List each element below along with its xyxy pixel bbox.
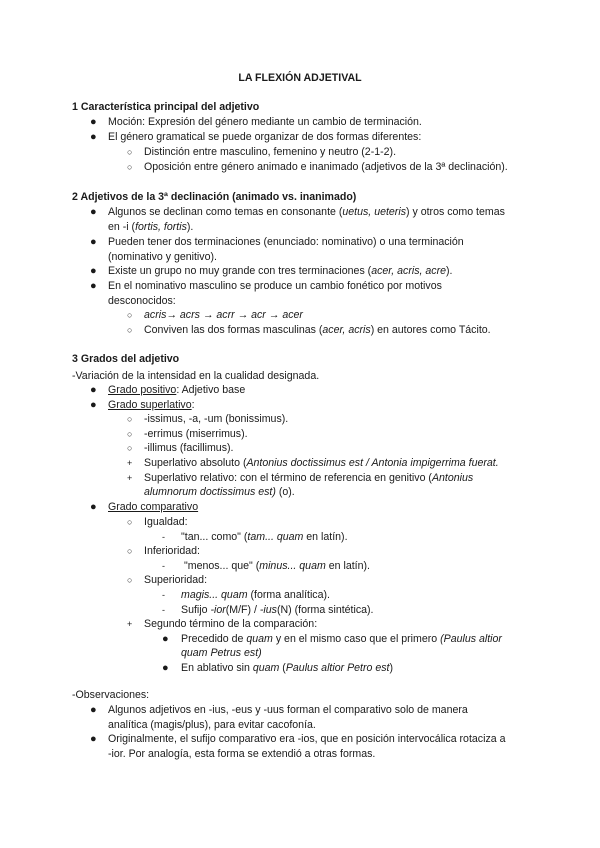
superioridad-label: Superioridad: — [144, 574, 208, 586]
grado-positivo: Grado positivo: Adjetivo base — [108, 384, 246, 396]
s2-bullet-2-line-2: (nominativo y genitivo). — [108, 251, 217, 263]
observaciones-heading: -Observaciones: — [72, 689, 150, 701]
bullet-dash: - — [162, 605, 165, 615]
bullet-circle: ○ — [127, 517, 133, 527]
igualdad-label: Igualdad: — [144, 516, 188, 528]
bullet-disc: ● — [90, 236, 97, 248]
grado-comparativo: Grado comparativo — [108, 501, 199, 513]
bullet-disc: ● — [90, 280, 97, 292]
s2-bullet-1-line-1: Algunos se declinan como temas en consonante (uetus, ueteris) y otros como temas — [108, 206, 505, 218]
s1-bullet-1: Moción: Expresión del género mediante un cambio de terminación. — [108, 116, 422, 128]
bullet-circle: ○ — [127, 310, 133, 320]
bullet-disc: ● — [90, 733, 97, 745]
s2-bullet-4-line-2: desconocidos: — [108, 295, 176, 307]
bullet-plus: + — [127, 619, 133, 629]
segundo-termino-1-line-1: Precedido de quam y en el mismo caso que el primero (Paulus altior — [181, 633, 502, 645]
obs-1-line-1: Algunos adjetivos en -ius, -eus y -uus forman el comparativo solo de manera — [108, 704, 468, 716]
s1-bullet-2: El género gramatical se puede organizar de dos formas diferentes: — [108, 131, 422, 143]
bullet-circle: ○ — [127, 414, 133, 424]
bullet-circle: ○ — [127, 147, 133, 157]
grado-superlativo: Grado superlativo: — [108, 399, 195, 411]
bullet-disc: ● — [162, 633, 169, 645]
bullet-circle: ○ — [127, 575, 133, 585]
bullet-circle: ○ — [127, 162, 133, 172]
section-3-heading: 3 Grados del adjetivo — [72, 353, 180, 365]
bullet-disc: ● — [90, 116, 97, 128]
bullet-plus: + — [127, 473, 133, 483]
bullet-circle: ○ — [127, 443, 133, 453]
segundo-termino-1-line-2: quam Petrus est) — [181, 647, 262, 659]
s2-bullet-2-line-1: Pueden tener dos terminaciones (enunciado: nominativo) o una terminación — [108, 236, 464, 248]
section-2-heading: 2 Adjetivos de la 3ª declinación (animado vs. inanimado) — [72, 191, 357, 203]
bullet-circle: ○ — [127, 429, 133, 439]
bullet-disc: ● — [90, 206, 97, 218]
superioridad-sintetica: Sufijo -ior(M/F) / -ius(N) (forma sintética). — [181, 604, 374, 616]
superlativo-relativo-line-1: Superlativo relativo: con el término de referencia en genitivo (Antonius — [144, 472, 474, 484]
s1-sub-2: Oposición entre género animado e inanimado (adjetivos de la 3ª declinación). — [144, 161, 508, 173]
bullet-circle: ○ — [127, 546, 133, 556]
sup-form-2: -errimus (miserrimus). — [144, 428, 248, 440]
inferioridad-example: "menos... que" (minus... quam en latín). — [184, 560, 370, 572]
obs-2-line-2: -ior. Por analogía, esta forma se extendió a otras formas. — [108, 748, 376, 760]
segundo-termino-2: En ablativo sin quam (Paulus altior Petro est) — [181, 662, 394, 674]
bullet-plus: + — [127, 458, 133, 468]
superioridad-analitica: magis... quam (forma analítica). — [181, 589, 330, 601]
s2-sub-1: acris→ acrs → acrr → acr → acer — [144, 309, 303, 321]
superlativo-absoluto: Superlativo absoluto (Antonius doctissimus est / Antonia impigerrima fuerat. — [144, 457, 499, 469]
bullet-disc: ● — [90, 704, 97, 716]
s3-intro: -Variación de la intensidad en la cualidad designada. — [72, 370, 320, 382]
segundo-termino-label: Segundo término de la comparación: — [144, 618, 318, 630]
igualdad-example: "tan... como" (tam... quam en latín). — [181, 531, 348, 543]
obs-1-line-2: analítica (magis/plus), para evitar cacofonía. — [108, 719, 316, 731]
s2-bullet-4-line-1: En el nominativo masculino se produce un cambio fonético por motivos — [108, 280, 442, 292]
s2-bullet-1-line-2: en -i (fortis, fortis). — [108, 221, 194, 233]
bullet-dash: - — [162, 561, 165, 571]
bullet-circle: ○ — [127, 325, 133, 335]
bullet-dash: - — [162, 590, 165, 600]
s2-sub-2: Conviven las dos formas masculinas (acer, acris) en autores como Tácito. — [144, 324, 491, 336]
obs-2-line-1: Originalmente, el sufijo comparativo era -ios, que en posición intervocálica rotaciza a — [108, 733, 506, 745]
sup-form-3: -illimus (facillimus). — [144, 442, 234, 454]
s2-bullet-3: Existe un grupo no muy grande con tres terminaciones (acer, acris, acre). — [108, 265, 453, 277]
inferioridad-label: Inferioridad: — [144, 545, 200, 557]
bullet-disc: ● — [90, 501, 97, 513]
bullet-disc: ● — [90, 131, 97, 143]
page-title: LA FLEXIÓN ADJETIVAL — [238, 72, 362, 84]
bullet-disc: ● — [90, 384, 97, 396]
bullet-disc: ● — [90, 399, 97, 411]
bullet-dash: - — [162, 532, 165, 542]
bullet-disc: ● — [162, 662, 169, 674]
bullet-disc: ● — [90, 265, 97, 277]
superlativo-relativo-line-2: alumnorum doctissimus est) (o). — [144, 486, 295, 498]
section-1-heading: 1 Característica principal del adjetivo — [72, 101, 260, 113]
sup-form-1: -issimus, -a, -um (bonissimus). — [144, 413, 289, 425]
s1-sub-1: Distinción entre masculino, femenino y neutro (2-1-2). — [144, 146, 397, 158]
